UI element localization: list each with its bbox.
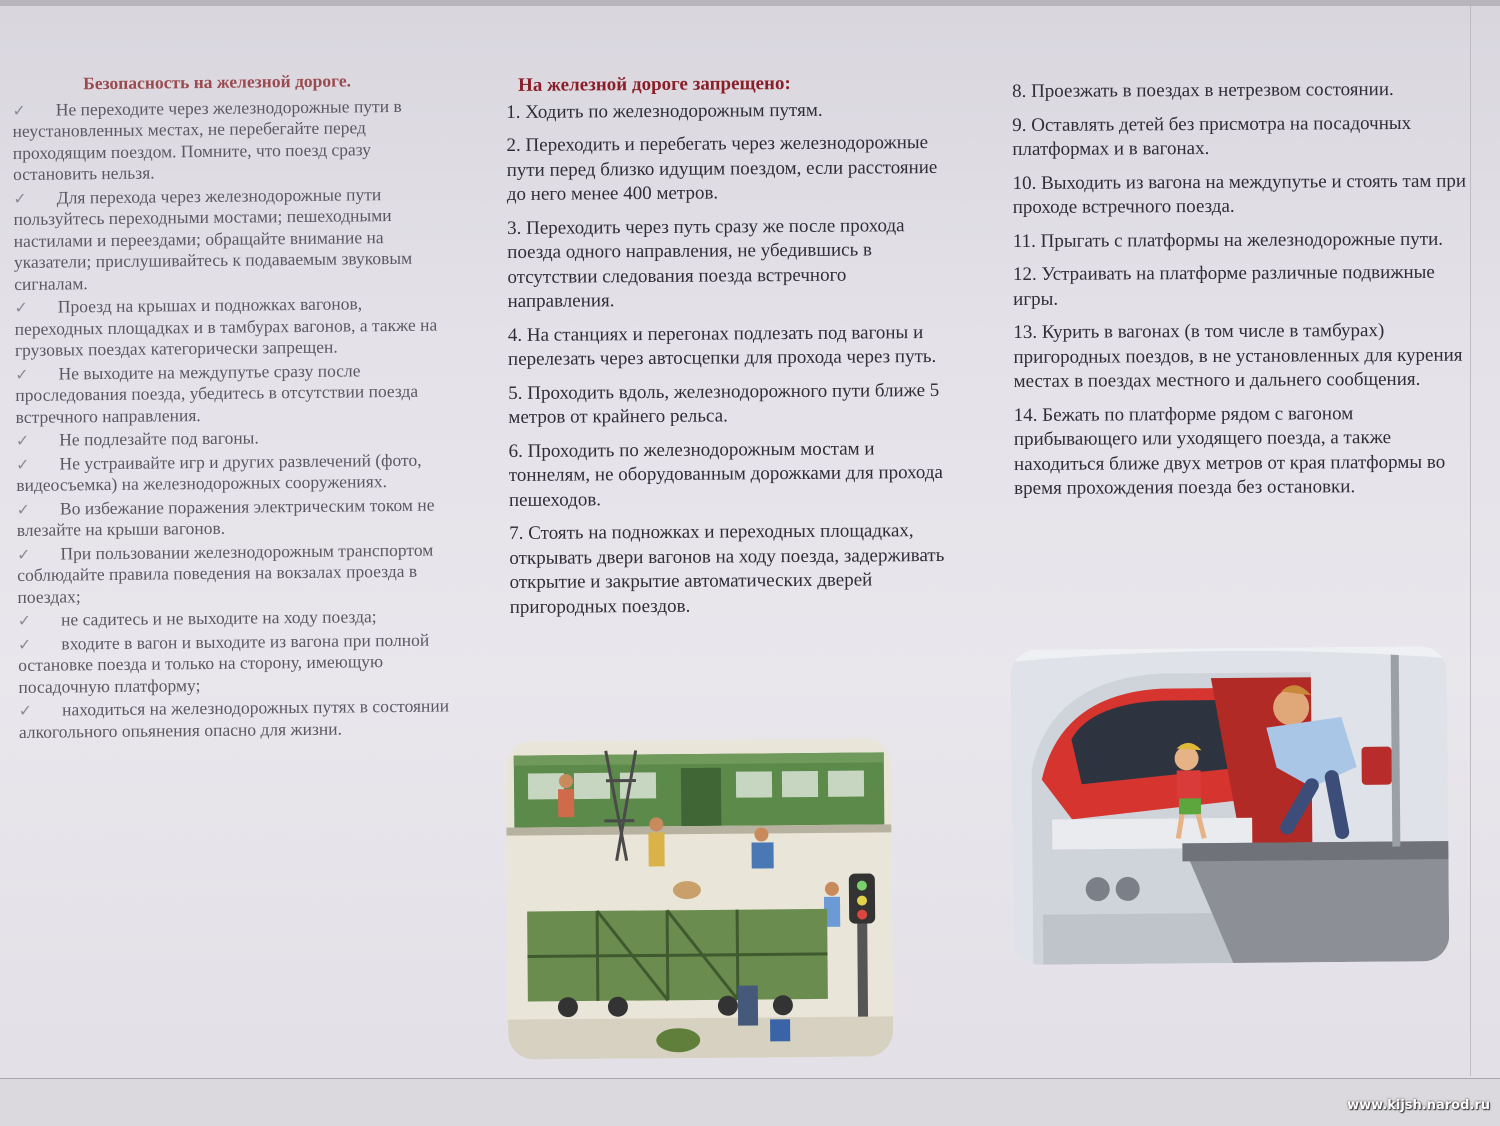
checklist-item: [15, 359, 456, 428]
screen-bottom-bezel: [0, 1078, 1500, 1126]
middle-column: [506, 71, 960, 629]
checklist-item: [12, 95, 453, 186]
checklist-item: [17, 539, 458, 608]
checkmark-icon: ✓: [17, 610, 32, 630]
checklist-item-text: Не устраивайте игр и других развлечений (фото, видеосъемка) на железнодорожных сооружениях.: [16, 449, 422, 495]
checkmark-icon: ✓: [14, 297, 28, 317]
page-edge-line: [1470, 6, 1471, 1076]
rule-item: 1. Ходить по железнодорожным путям.: [506, 99, 823, 123]
checklist-item: [18, 629, 459, 698]
checkmark-icon: ✓: [16, 544, 31, 564]
left-column: [12, 69, 459, 745]
checklist-item-text: Во избежание поражения электрическим током не влезайте на крыши вагонов.: [16, 494, 435, 540]
checklist-item-text: находиться на железнодорожных путях в состоянии алкогольного опьянения опасно для жизни.: [18, 695, 450, 742]
red-train-icon: [1011, 646, 1450, 965]
station-scene-icon: [506, 738, 894, 1059]
rule-item: 2. Переходить и перебегать через железнодорожные пути перед близко идущим поездом, если расстояние до него менее 400 метров.: [506, 132, 938, 205]
checklist-item-text: При пользовании железнодорожным транспортом соблюдайте правила поведения на вокзалах проезда в поездах;: [17, 539, 434, 607]
checkmark-icon: ✓: [18, 700, 33, 720]
prohibited-list: [506, 97, 960, 620]
rule-item: 10. Выходить из вагона на междупутье и стоять там при проходе встречного поезда.: [1012, 170, 1467, 218]
checkmark-icon: ✓: [15, 454, 30, 474]
checklist-item: [13, 183, 454, 295]
station-illustration: [506, 738, 894, 1059]
checklist-item-text: Не выходите на междупутье сразу после проследования поезда, убедитесь в отсутствии поезда встречного направления.: [15, 359, 419, 427]
checkmark-icon: ✓: [15, 364, 29, 384]
checklist-item-text: входите в вагон и выходите из вагона при полной остановке поезда и только на сторону, имеющую посадочную платформу;: [18, 629, 430, 697]
rule-item: 8. Проезжать в поездах в нетрезвом состоянии.: [1012, 79, 1394, 102]
rule-item: 12. Устраивать на платформе различные подвижные игры.: [1012, 261, 1435, 310]
checklist-item-text: Для перехода через железнодорожные пути пользуйтесь переходными мостами; пешеходными настилами и переездами; обращайте внимание на указатели; прислушивайтесь к подаваемым звуковым сигналам.: [13, 183, 413, 294]
right-column: [1012, 78, 1469, 511]
rule-item: 4. На станциях и перегонах подлезать под вагоны и перелезать через автосцепки для прохода через путь.: [507, 321, 937, 370]
checkmark-icon: ✓: [17, 634, 32, 654]
checklist-item: [16, 449, 456, 497]
rule-item: 9. Оставлять детей без присмотра на посадочных платформах и в вагонах.: [1012, 112, 1412, 160]
checkmark-icon: ✓: [13, 188, 27, 208]
checklist-item: [16, 494, 456, 542]
checklist-item: [19, 695, 459, 743]
rule-item: 3. Переходить через путь сразу же после прохода поезда одного направления, не убедившись в отсутствии следования поезда встречного направления.: [507, 214, 905, 312]
checkmark-icon: ✓: [16, 499, 31, 519]
checklist-item-text: Проезд на крышах и подножках вагонов, переходных площадках и в тамбурах вагонов, а также на грузовых поездах категорически запрещен.: [14, 293, 438, 360]
checkmark-icon: ✓: [15, 430, 30, 450]
rule-item: 11. Прыгать с платформы на железнодорожные пути.: [1012, 228, 1444, 252]
checklist-item-text: Не переходите через железнодорожные пути в неустановленных местах, не перебегайте перед проходящим поездом. Помните, что поезд сразу остановить нельзя.: [12, 95, 402, 184]
checklist-item-text: Не подлезайте под вагоны.: [59, 427, 259, 450]
prohibited-list-continued: [1012, 78, 1469, 502]
left-title: Безопасность на железной дороге.: [83, 70, 352, 94]
watermark: www.kijsh.narod.ru: [1347, 1098, 1490, 1113]
rule-item: 13. Курить в вагонах (в том числе в тамбурах) пригородных поездов, в не установленных для курения местах в поездах местного и дальнего сообщения.: [1013, 320, 1463, 392]
checklist-item-text: не садитесь и не выходите на ходу поезда;: [61, 606, 377, 630]
rule-item: 5. Проходить вдоль, железнодорожного пути ближе 5 метров от крайнего рельса.: [508, 379, 940, 428]
rule-item: 14. Бежать по платформе рядом с вагоном прибывающего или уходящего поезда, а также находиться ближе двух метров от края платформы во время прохождения поезда без остановки.: [1013, 402, 1446, 499]
screen-top-bezel: [0, 0, 1500, 6]
checklist-item: [18, 605, 458, 631]
rule-item: 6. Проходить по железнодорожным мостам и тоннелям, не оборудованным дорожками для прохода пешеходов.: [508, 437, 944, 511]
checklist-item: [16, 425, 456, 451]
rule-item: 7. Стоять на подножках и переходных площадках, открывать двери вагонов на ходу поезда, задерживать открытие и закрытие автоматических дверей пригородных поездов.: [509, 520, 945, 618]
left-checklist: [12, 95, 459, 743]
train-boy-illustration: [1011, 646, 1450, 965]
middle-title: На железной дороге запрещено:: [518, 73, 791, 96]
checklist-item: [14, 292, 455, 361]
checkmark-icon: ✓: [12, 100, 26, 120]
